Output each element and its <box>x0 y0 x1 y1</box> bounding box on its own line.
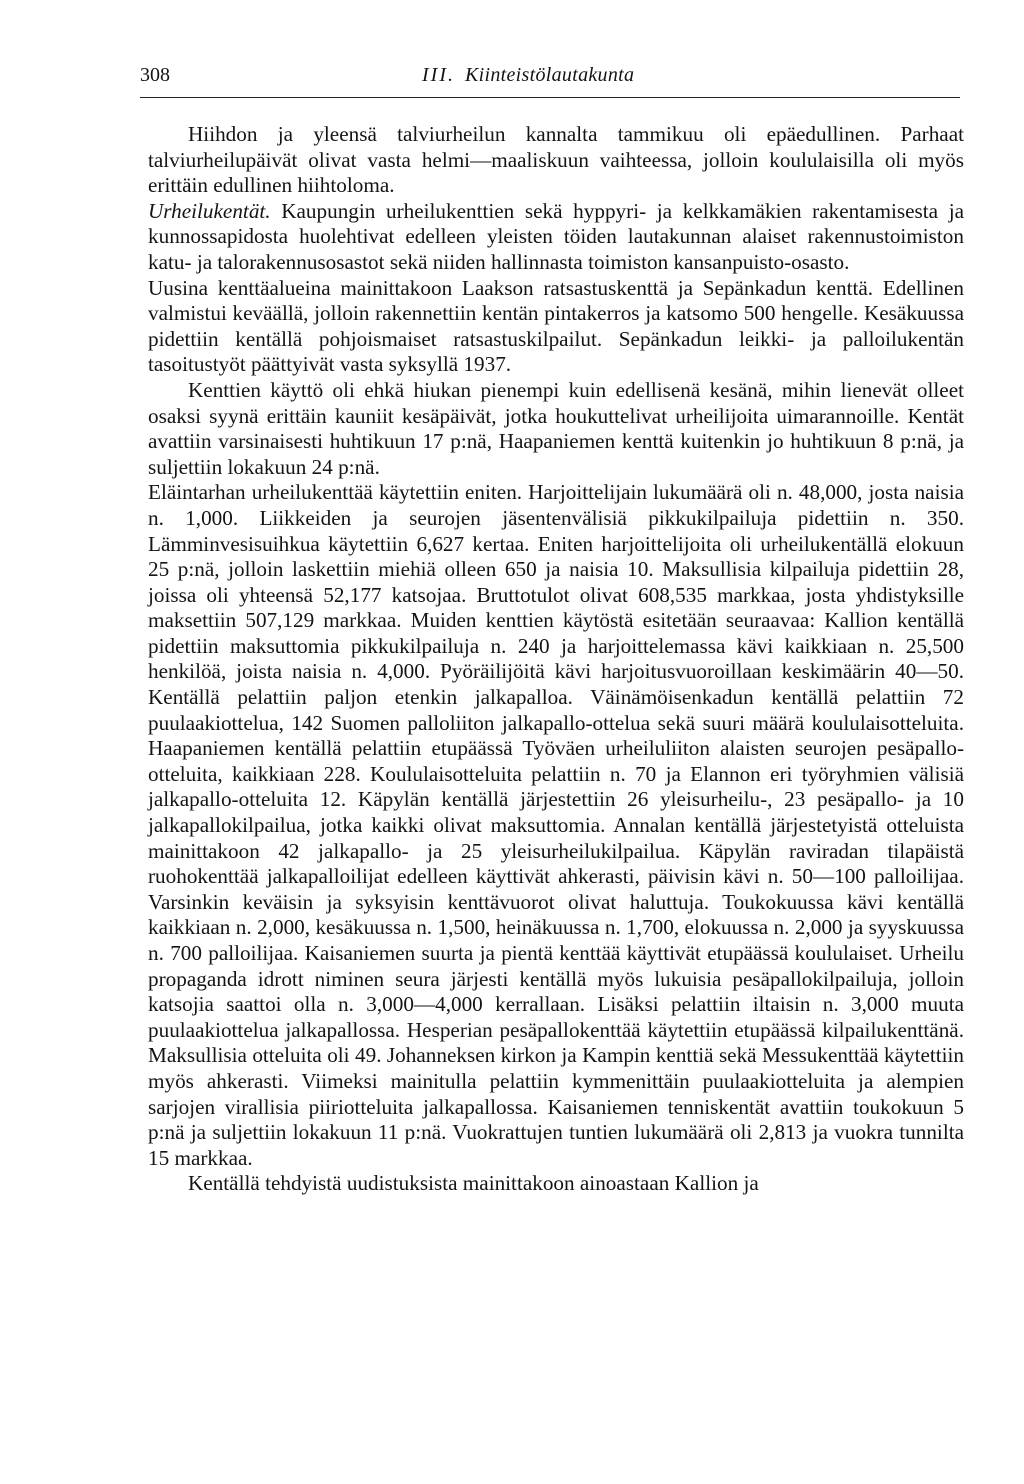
paragraph-text: Hiihdon ja yleensä talviurheilun kannalta tammikuu oli epäedullinen. Parhaat talviurheilupäivät olivat vasta helmi—maaliskuun vaihteessa, jolloin koululaisilla oli myös erittäin edullinen hiihtoloma. <box>148 122 964 198</box>
paragraph <box>148 480 964 1171</box>
paragraph-urheilukentat <box>148 199 964 276</box>
header-rule <box>140 97 960 98</box>
section-roman-numeral: III. <box>422 64 455 86</box>
page-header <box>140 64 960 94</box>
paragraph <box>148 1171 964 1197</box>
paragraph <box>148 276 964 378</box>
running-head <box>422 64 634 87</box>
paragraph <box>148 378 964 480</box>
paragraph <box>148 122 964 199</box>
body-text <box>148 122 964 1197</box>
paragraph-text: Kaupungin urheilukenttien sekä hyppyri- ja kelkkamäkien rakentamisesta ja kunnossapidosta huolehtivat edelleen yleisten töiden lautakunnan alaiset rakennustoimiston katu- ja talorakennusosastot sekä niiden hallinnasta toimiston kansanpuisto-osasto. <box>148 198 964 274</box>
paragraph-text: Uusina kenttäalueina mainittakoon Laakson ratsastuskenttä ja Sepänkadun kenttä. Edellinen valmistui keväällä, jolloin rakennettiin kentän pintakerros ja katsomo 500 hengelle. Kesäkuussa pidettiin kentällä pohjoismaiset ratsastuskilpailut. Sepänkadun leikki- ja palloilukentän tasoitustyöt päättyivät vasta syksyllä 1937. <box>148 275 964 377</box>
paragraph-text: Kenttien käyttö oli ehkä hiukan pienempi kuin edellisenä kesänä, mihin lienevät olleet osaksi syynä erittäin kauniit kesäpäivät, jotka houkuttelivat urheilijoita uimarannoille. Kentät avattiin varsinaisesti huhtikuun 17 p:nä, Haapaniemen kenttä kuitenkin jo huhtikuun 8 p:nä, ja suljettiin lokakuun 24 p:nä. <box>148 377 964 479</box>
paragraph-lead: Urheilukentät. <box>148 198 271 223</box>
paragraph-text: Kentällä tehdyistä uudistuksista mainittakoon ainoastaan Kallion ja <box>188 1171 759 1196</box>
page-number: 308 <box>140 64 170 86</box>
paragraph-text: Eläintarhan urheilukenttää käytettiin eniten. Harjoittelijain lukumäärä oli n. 48,000, josta naisia n. 1,000. Liikkeiden ja seurojen jäsentenvälisiä pikkukilpailuja pidettiin n. 350. Lämminvesisuihkua käytettiin 6,627 kertaa. Eniten harjoittelijoita oli urheilukentällä elokuun 25 p:nä, jolloin laskettiin miehiä olleen 650 ja naisia 10. Maksullisia kilpailuja pidettiin 28, joissa oli yhteensä 52,177 katsojaa. Bruttotulot olivat 608,535 markkaa, josta yhdistyksille maksettiin 507,129 markkaa. Muiden kenttien käytöstä esitetään seuraavaa: Kallion kentällä pidettiin maksuttomia pikkukilpailuja n. 240 ja harjoittelemassa kävi kaikkiaan n. 25,500 henkilöä, joista naisia n. 4,000. Pyöräilijöitä kävi harjoitusvuoroillaan keskimäärin 40—50. Kentällä pelattiin paljon etenkin jalkapalloa. Väinämöisenkadun kentällä pelattiin 72 puulaakiottelua, 142 Suomen palloliiton jalkapallo-ottelua sekä suuri määrä koululaisotteluita. Haapaniemen kentällä pelattiin etupäässä Työväen urheiluliiton alaisten seurojen pesäpallo-otteluita, kaikkiaan 228. Koululaisotteluita pelattiin n. 70 ja Elannon eri työryhmien välisiä jalkapallo-otteluita 12. Käpylän kentällä järjestettiin 26 yleisurheilu-, 23 pesäpallo- ja 10 jalkapallokilpailua, jotka kaikki olivat maksuttomia. Annalan kentällä järjestetyistä otteluista mainittakoon 42 jalkapallo- ja 25 yleisurheilukilpailua. Käpylän raviradan tilapäistä ruohokenttää jalkapalloilijat edelleen käyttivät ahkerasti, päivisin kävi n. 50—100 palloilijaa. Varsinkin keväisin ja syksyisin kenttävuorot olivat haluttuja. Toukokuussa kävi kentällä kaikkiaan n. 2,000, kesäkuussa n. 1,500, heinäkuussa n. 1,700, elokuussa n. 2,000 ja syyskuussa n. 700 palloilijaa. Kaisaniemen suurta ja pientä kenttää käyttivät etupäässä koululaiset. Urheilu propaganda idrott niminen seura järjesti kentällä myös lukuisia pesäpallokilpailuja, jolloin katsojia saattoi olla n. 3,000—4,000 kerrallaan. Lisäksi pelattiin iltaisin n. 3,000 muuta puulaakiottelua jalkapallossa. Hesperian pesäpallokenttää käytettiin etupäässä kilpailukenttänä. Maksullisia otteluita oli 49. Johanneksen kirkon ja Kampin kenttiä sekä Messukenttää käytettiin myös ahkerasti. Viimeksi mainitulla pelattiin kymmenittäin puulaakiotteluita ja alempien sarjojen virallisia piiriotteluita jalkapallossa. Kaisaniemen tenniskentät avattiin toukokuun 5 p:nä ja suljettiin lokakuun 11 p:nä. Vuokrattujen tuntien lukumäärä oli 2,813 ja vuokra tunnilta 15 markkaa. <box>148 480 964 1170</box>
section-title: Kiinteistölautakunta <box>464 64 635 86</box>
